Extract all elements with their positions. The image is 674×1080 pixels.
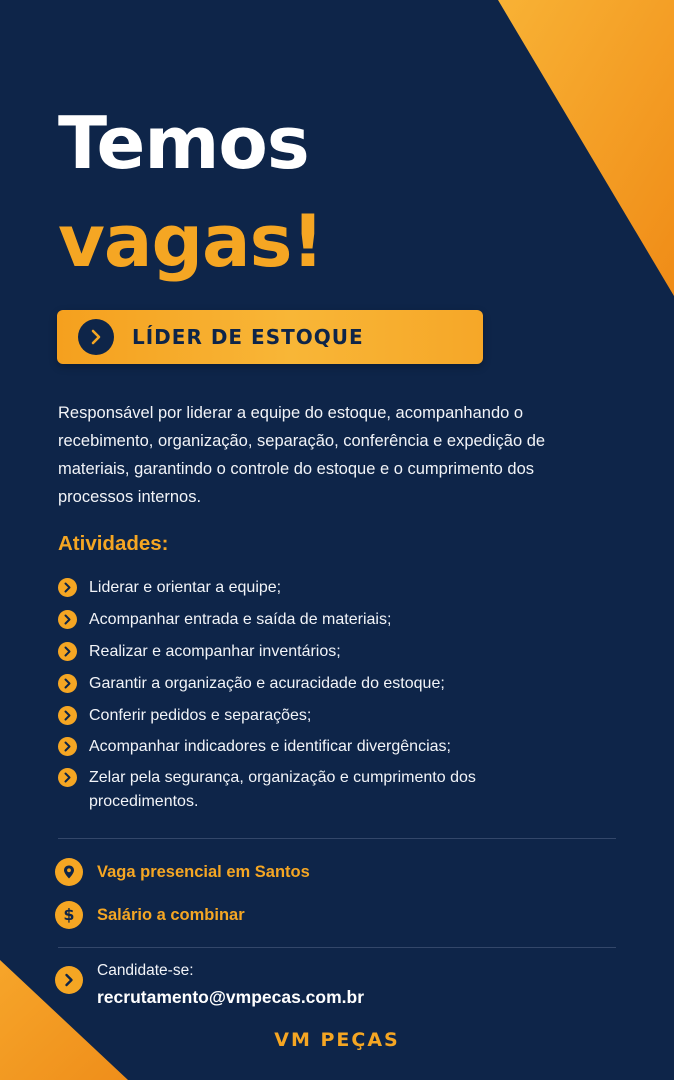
corner-accent-top-right [498, 0, 674, 296]
brand-name: VM PEÇAS [274, 1029, 400, 1051]
chevron-right-icon [58, 642, 77, 661]
activity-text: Liderar e orientar a equipe; [89, 579, 282, 596]
activity-text: Zelar pela segurança, organização e cumprimento dos procedimentos. [89, 769, 476, 810]
activity-text: Garantir a organização e acuracidade do estoque; [89, 675, 445, 692]
chevron-right-icon [58, 737, 77, 756]
chevron-right-icon [55, 966, 83, 994]
activity-text: Acompanhar indicadores e identificar divergências; [89, 738, 451, 755]
divider [58, 947, 616, 948]
chevron-right-icon [58, 674, 77, 693]
activity-text: Acompanhar entrada e saída de materiais; [89, 611, 392, 628]
dollar-icon [55, 901, 83, 929]
activities-heading: Atividades: [58, 532, 169, 555]
salary-text: Salário a combinar [97, 906, 245, 924]
job-description: Responsável por liderar a equipe do estoque, acompanhando o recebimento, organização, separação, conferência e expedição de materiais, garantindo o controle do estoque e o cumprimento dos processos internos. [58, 404, 546, 506]
chevron-right-icon [58, 578, 77, 597]
role-title: LÍDER DE ESTOQUE [132, 325, 364, 349]
map-pin-icon [55, 858, 83, 886]
dollar-glyph: $ [63, 905, 75, 924]
activity-text: Conferir pedidos e separações; [89, 707, 312, 724]
chevron-right-icon [78, 319, 114, 355]
activity-text: Realizar e acompanhar inventários; [89, 643, 341, 660]
headline-line-2: vagas! [58, 199, 324, 283]
apply-email[interactable]: recrutamento@vmpecas.com.br [97, 987, 365, 1007]
divider [58, 838, 616, 839]
chevron-right-icon [58, 768, 77, 787]
chevron-right-icon [58, 610, 77, 629]
apply-label: Candidate-se: [97, 962, 194, 979]
location-text: Vaga presencial em Santos [97, 863, 310, 881]
headline-line-1: Temos [58, 101, 309, 185]
role-banner [57, 310, 483, 364]
chevron-right-icon [58, 706, 77, 725]
